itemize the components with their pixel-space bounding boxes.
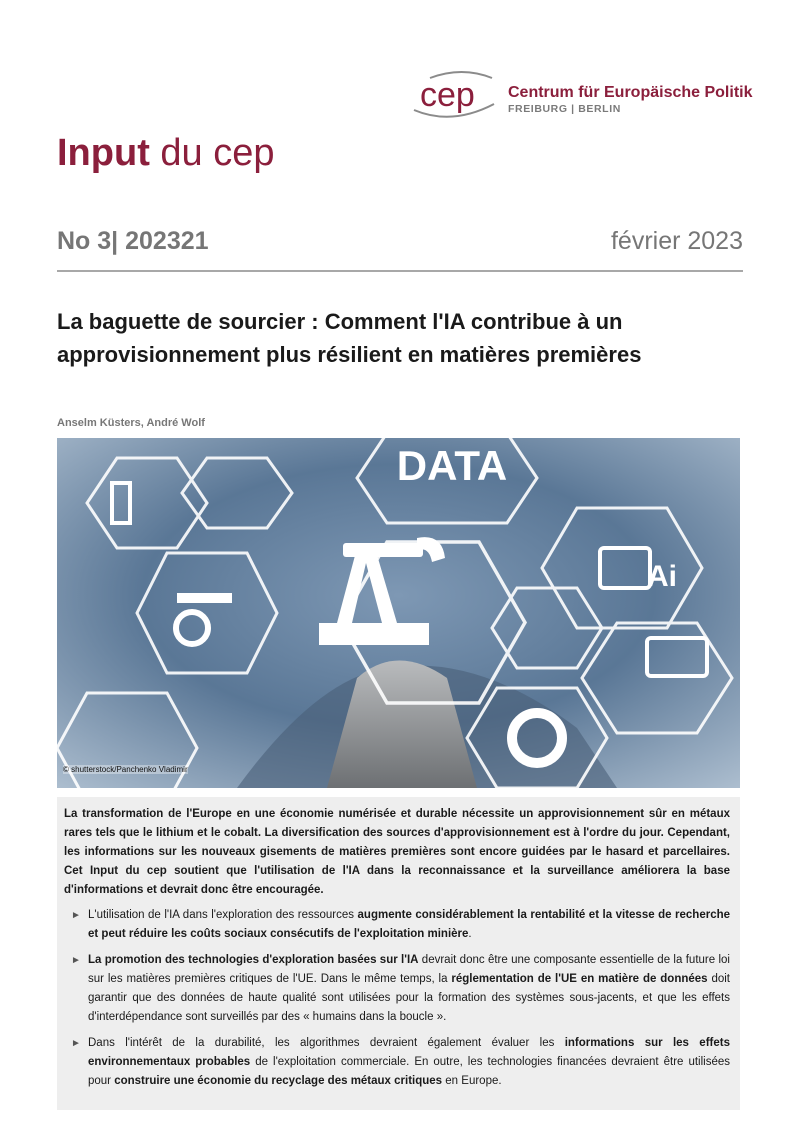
article-authors: Anselm Küsters, André Wolf xyxy=(57,417,205,429)
hero-image xyxy=(57,438,740,788)
summary-bullet-2 xyxy=(64,951,730,1027)
logo-text: cep xyxy=(420,76,475,114)
bullet-text: . xyxy=(468,928,472,940)
summary-bullet-3 xyxy=(64,1034,730,1091)
bullet-text: en Europe. xyxy=(442,1075,502,1087)
bullet-text: devrait donc être une composante essentielle de la future loi sur les matières premières critiques de l'UE. Dans le même temps, la xyxy=(88,954,730,985)
bullet-arrow-icon: ► xyxy=(71,1038,81,1049)
bullet-arrow-icon: ► xyxy=(71,910,81,921)
bullet-emphasis: informations sur les effets environnementaux probables xyxy=(88,1037,730,1068)
article-title: La baguette de sourcier : Comment l'IA contribue à un approvisionnement plus résilient en matières premières xyxy=(57,309,642,367)
org-name: Centrum für Europäische Politik xyxy=(508,84,753,101)
bullet-emphasis: réglementation de l'UE en matière de données xyxy=(451,973,708,985)
issue-number: No 3| 202321 xyxy=(57,227,209,255)
image-credit: © shutterstock/Panchenko Vladimir xyxy=(63,765,188,774)
bullet-emphasis: construire une économie du recyclage des métaux critiques xyxy=(114,1075,443,1087)
bullet-text: doit garantir que des données de haute qualité sont utilisées pour la formation des systèmes sous-jacents, et que les effets d'interdépendance sont surveillés par des « humains dans la boucle ». xyxy=(88,973,730,1023)
bullet-emphasis: augmente considérablement la rentabilité et la vitesse de recherche et peut réduire les coûts sociaux consécutifs de l'exploitation minière xyxy=(88,909,731,940)
hero-data-label: DATA xyxy=(396,442,508,489)
summary-bullet-1 xyxy=(64,906,730,944)
issue-date: février 2023 xyxy=(610,227,743,255)
cep-logo xyxy=(400,66,753,122)
bullet-text: Dans l'intérêt de la durabilité, les algorithmes devraient également évaluer les xyxy=(88,1037,565,1049)
bullet-text: de l'exploitation commerciale. En outre, les technologies financées devraient être utilisées pour xyxy=(88,1056,730,1087)
header-divider xyxy=(57,270,743,272)
issue-row xyxy=(57,225,743,265)
publication-title xyxy=(57,132,275,175)
bullet-arrow-icon: ► xyxy=(71,955,81,966)
bullet-emphasis: La promotion des technologies d'exploration basées sur l'IA xyxy=(88,954,419,966)
summary-box xyxy=(57,797,740,1110)
publication-title-strong: Input xyxy=(57,132,150,174)
summary-intro: La transformation de l'Europe en une économie numérisée et durable nécessite un approvisionnement sûr en métaux rares tels que le lithium et le cobalt. La diversification des sources d'approvisionnement est à l'ordre du jour. Cependant, les informations sur les nouveaux gisements de matières premières sont encore guidées par le hasard et parcellaires. Cet Input du cep soutient que l'utilisation de l'IA dans la reconnaissance et la surveillance améliorera la base d'informations et devrait donc être encouragée. xyxy=(64,808,730,896)
org-cities: FREIBURG | BERLIN xyxy=(508,103,621,115)
cep-logo-mark xyxy=(400,66,505,122)
summary-bullets xyxy=(64,906,730,1091)
hero-ai-label: Ai xyxy=(647,560,677,593)
publication-title-rest: du cep xyxy=(149,132,275,174)
bullet-text: L'utilisation de l'IA dans l'exploration des ressources xyxy=(88,909,358,921)
